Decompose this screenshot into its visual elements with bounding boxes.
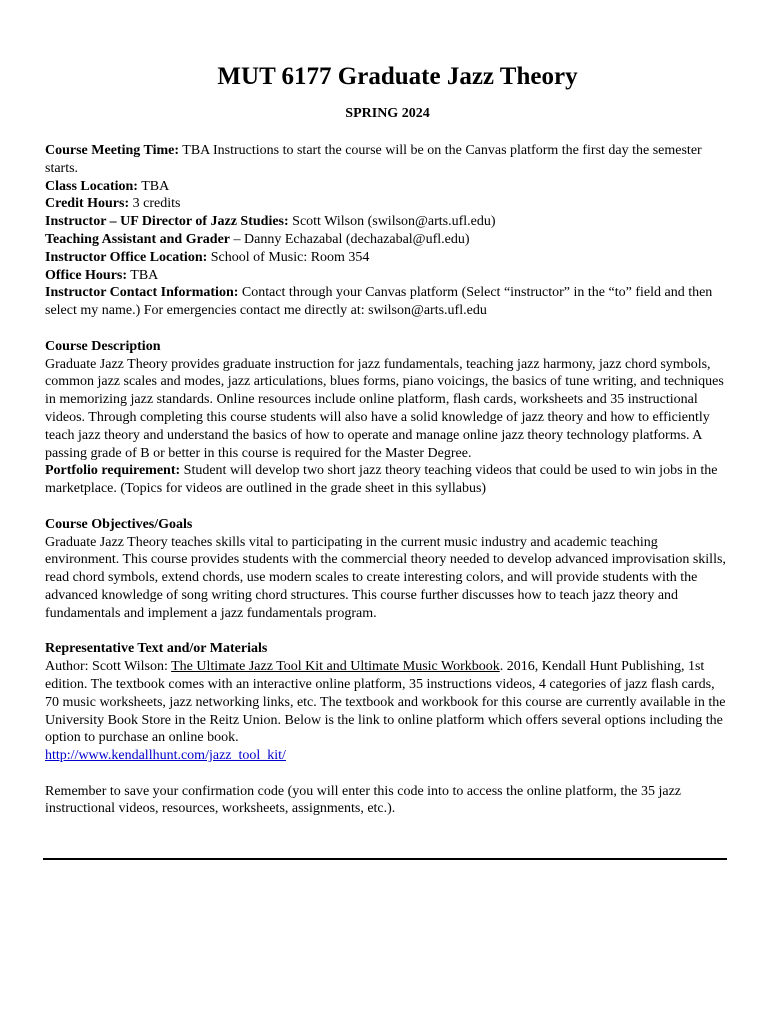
materials-author: Author: Scott Wilson: bbox=[45, 659, 172, 675]
credit-hours-value: 3 credits bbox=[129, 196, 181, 212]
book-title: The Ultimate Jazz Tool Kit and Ultimate Music Workbook bbox=[171, 659, 500, 675]
credit-hours-label: Credit Hours: bbox=[45, 196, 130, 212]
materials-heading: Representative Text and/or Materials bbox=[45, 641, 268, 657]
course-objectives-heading: Course Objectives/Goals bbox=[45, 516, 193, 532]
materials-body bbox=[45, 658, 730, 747]
meeting-time-line bbox=[45, 142, 730, 178]
course-info bbox=[45, 142, 730, 320]
materials-section bbox=[45, 640, 730, 765]
teaching-assistant-line bbox=[45, 231, 730, 249]
office-hours-line bbox=[45, 267, 730, 285]
course-objectives-section bbox=[45, 516, 730, 623]
contact-info-label: Instructor Contact Information: bbox=[45, 285, 239, 301]
course-description-section bbox=[45, 338, 730, 498]
course-description-heading: Course Description bbox=[45, 338, 161, 354]
office-hours-label: Office Hours: bbox=[45, 267, 128, 283]
kendallhunt-link[interactable]: http://www.kendallhunt.com/jazz_tool_kit/ bbox=[45, 748, 286, 764]
instructor-value: Scott Wilson (swilson@arts.ufl.edu) bbox=[288, 214, 496, 230]
portfolio-label: Portfolio requirement: bbox=[45, 463, 181, 479]
portfolio-value: Student will develop two short jazz theory teaching videos that could be used to win jobs in the marketplace. (Topics for videos are outlined in the grade sheet in this syllabus) bbox=[45, 463, 718, 497]
kendallhunt-link-line bbox=[45, 747, 730, 765]
course-objectives-body: Graduate Jazz Theory teaches skills vital to participating in the current music industry and academic teaching environment. This course provides students with the commercial theory needed to develop advanced improvisation skills, read chord symbols, extend chords, use modern scales to create interesting colors, and will provide students with the advanced knowledge of song writing chord structures. This course further discusses how to teach jazz theory and fundamentals and implement a jazz fundamentals program. bbox=[45, 534, 726, 621]
office-location-value: School of Music: Room 354 bbox=[207, 249, 370, 265]
reminder-note: Remember to save your confirmation code (you will enter this code into to access the online platform, the 35 jazz instructional videos, resources, worksheets, assignments, etc.). bbox=[45, 783, 682, 817]
meeting-time-label: Course Meeting Time: bbox=[45, 143, 180, 158]
bottom-divider bbox=[43, 858, 727, 860]
office-hours-value: TBA bbox=[127, 267, 159, 283]
teaching-assistant-label: Teaching Assistant and Grader bbox=[45, 231, 231, 247]
course-title: MUT 6177 Graduate Jazz Theory bbox=[217, 63, 578, 90]
teaching-assistant-value: – Danny Echazabal (dechazabal@ufl.edu) bbox=[230, 231, 470, 247]
instructor-line bbox=[45, 213, 730, 231]
meeting-time-value: TBA Instructions to start the course will be on the Canvas platform the first day the semester starts. bbox=[45, 143, 702, 176]
materials-details: . 2016, Kendall Hunt Publishing, 1st edition. The textbook comes with an interactive online platform, 35 instructions videos, 4 categories of jazz flash cards, 70 music worksheets, jazz networking links, etc. The textbook and workbook for this course are currently available in the University Book Store in the Reitz Union. Below is the link to online platform which offers several options including the option to purchase an online book. bbox=[45, 659, 726, 746]
syllabus-page bbox=[45, 58, 730, 818]
office-location-line bbox=[45, 249, 730, 267]
class-location-line bbox=[45, 178, 730, 196]
contact-info-line bbox=[45, 284, 730, 320]
course-description-body: Graduate Jazz Theory provides graduate instruction for jazz fundamentals, teaching jazz harmony, jazz chord symbols, common jazz scales and modes, jazz articulations, blues forms, piano voicings, the basics of tune writing, and techniques in memorizing jazz standards. Online resources include online platform, flash cards, worksheets and 35 instructional videos. Through completing this course students will also have a solid knowledge of jazz theory and how to efficiently teach jazz theory and understand the basics of how to operate and manage online jazz theory technology platforms. A passing grade of B or better in this course is required for the Master Degree. bbox=[45, 356, 724, 461]
portfolio-line bbox=[45, 462, 730, 498]
course-term: SPRING 2024 bbox=[345, 106, 430, 121]
contact-info-value: Contact through your Canvas platform (Select “instructor” in the “to” field and then select my name.) For emergencies contact me directly at: swilson@arts.ufl.edu bbox=[45, 285, 713, 319]
class-location-label: Class Location: bbox=[45, 178, 138, 194]
class-location-value: TBA bbox=[137, 178, 170, 194]
instructor-label: Instructor – UF Director of Jazz Studies: bbox=[45, 214, 289, 230]
office-location-label: Instructor Office Location: bbox=[45, 249, 208, 265]
credit-hours-line bbox=[45, 195, 730, 213]
